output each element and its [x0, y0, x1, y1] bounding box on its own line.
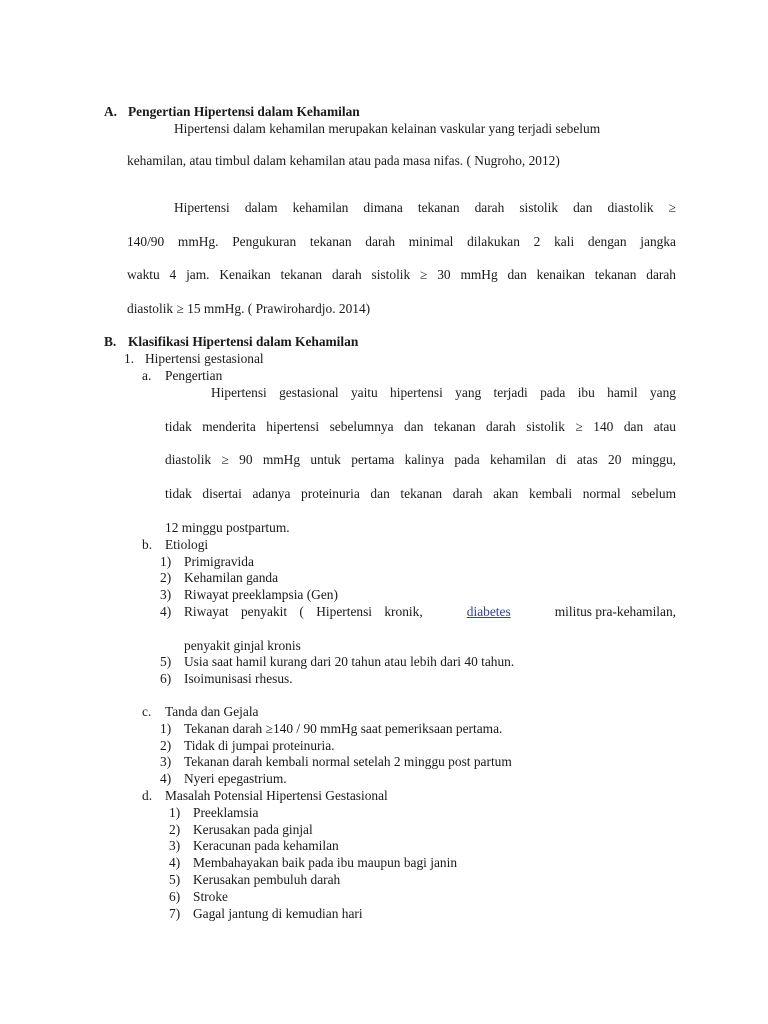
etiologi-number: 1) [160, 554, 172, 569]
diabetes-link[interactable]: diabetes [466, 604, 511, 619]
etiologi-item: Isoimunisasi rhesus. [184, 671, 293, 686]
sub-a-line2: tidak menderita hipertensi sebelumnya dan tekanan darah sistolik ≥ 140 dan atau [165, 419, 676, 434]
sub-d-label: Masalah Potensial Hipertensi Gestasional [165, 788, 388, 803]
section-a-p2-line3: waktu 4 jam. Kenaikan tekanan darah sistolik ≥ 30 mmHg dan kenaikan tekanan darah [127, 267, 676, 282]
gejala-item: Tekanan darah ≥140 / 90 mmHg saat pemeriksaan pertama. [184, 721, 503, 736]
section-a-p2-line4: diastolik ≥ 15 mmHg. ( Prawirohardjo. 2014) [127, 301, 371, 316]
etiologi-item: Riwayat preeklampsia (Gen) [184, 587, 338, 602]
section-a-p2-line2: 140/90 mmHg. Pengukuran tekanan darah minimal dilakukan 2 kali dengan jangka [127, 234, 676, 249]
masalah-item: Preeklamsia [193, 805, 259, 820]
masalah-item: Keracunan pada kehamilan [193, 838, 339, 853]
section-a-p1-line2: kehamilan, atau timbul dalam kehamilan atau pada masa nifas. ( Nugroho, 2012) [127, 153, 560, 168]
sub-a-marker: a. [142, 368, 152, 383]
section-a-marker: A. [104, 104, 118, 119]
masalah-number: 2) [169, 822, 181, 837]
gejala-number: 4) [160, 771, 172, 786]
masalah-item: Gagal jantung di kemudian hari [193, 906, 363, 921]
gejala-number: 3) [160, 754, 172, 769]
item1-label: Hipertensi gestasional [145, 351, 264, 366]
masalah-number: 5) [169, 872, 181, 887]
etiologi-number: 4) [160, 604, 172, 619]
section-b-heading: Klasifikasi Hipertensi dalam Kehamilan [128, 334, 359, 349]
masalah-item: Kerusakan pada ginjal [193, 822, 313, 837]
sub-b-label: Etiologi [165, 537, 209, 552]
section-a-heading: Pengertian Hipertensi dalam Kehamilan [128, 104, 360, 119]
sub-a-label: Pengertian [165, 368, 223, 383]
sub-a-line1: Hipertensi gestasional yaitu hipertensi yang terjadi pada ibu hamil yang [211, 385, 676, 400]
sub-c-marker: c. [142, 704, 152, 719]
etiologi-number: 3) [160, 587, 172, 602]
masalah-item: Membahayakan baik pada ibu maupun bagi janin [193, 855, 458, 870]
masalah-number: 7) [169, 906, 181, 921]
etiologi-item: Primigravida [184, 554, 254, 569]
section-a-p1-line1: Hipertensi dalam kehamilan merupakan kelainan vaskular yang terjadi sebelum [174, 121, 601, 136]
gejala-item: Nyeri epegastrium. [184, 771, 287, 786]
masalah-number: 1) [169, 805, 181, 820]
gejala-item: Tekanan darah kembali normal setelah 2 minggu post partum [184, 754, 512, 769]
etiologi-item-4-rest: militus pra-kehamilan, [554, 604, 676, 619]
sub-b-marker: b. [142, 537, 153, 552]
gejala-number: 2) [160, 738, 172, 753]
masalah-number: 3) [169, 838, 181, 853]
gejala-number: 1) [160, 721, 172, 736]
etiologi-number: 5) [160, 654, 172, 669]
etiologi-item-4-cont: penyakit ginjal kronis [184, 638, 301, 653]
sub-a-line4: tidak disertai adanya proteinuria dan tekanan darah akan kembali normal sebelum [165, 486, 676, 501]
etiologi-item: Riwayat penyakit ( Hipertensi kronik, [184, 604, 423, 619]
sub-c-label: Tanda dan Gejala [165, 704, 259, 719]
masalah-item: Kerusakan pembuluh darah [193, 872, 341, 887]
gejala-item: Tidak di jumpai proteinuria. [184, 738, 335, 753]
etiologi-item: Usia saat hamil kurang dari 20 tahun atau lebih dari 40 tahun. [184, 654, 515, 669]
etiologi-item-4-row [184, 604, 676, 620]
sub-d-marker: d. [142, 788, 153, 803]
etiologi-number: 2) [160, 570, 172, 585]
masalah-number: 4) [169, 855, 181, 870]
masalah-number: 6) [169, 889, 181, 904]
sub-a-line5: 12 minggu postpartum. [165, 520, 290, 535]
etiologi-number: 6) [160, 671, 172, 686]
masalah-item: Stroke [193, 889, 228, 904]
item1-marker: 1. [124, 351, 135, 366]
etiologi-item: Kehamilan ganda [184, 570, 279, 585]
section-b-marker: B. [104, 334, 117, 349]
sub-a-line3: diastolik ≥ 90 mmHg untuk pertama kalinya pada kehamilan di atas 20 minggu, [165, 452, 676, 467]
section-a-p2-line1: Hipertensi dalam kehamilan dimana tekanan darah sistolik dan diastolik ≥ [174, 200, 676, 215]
